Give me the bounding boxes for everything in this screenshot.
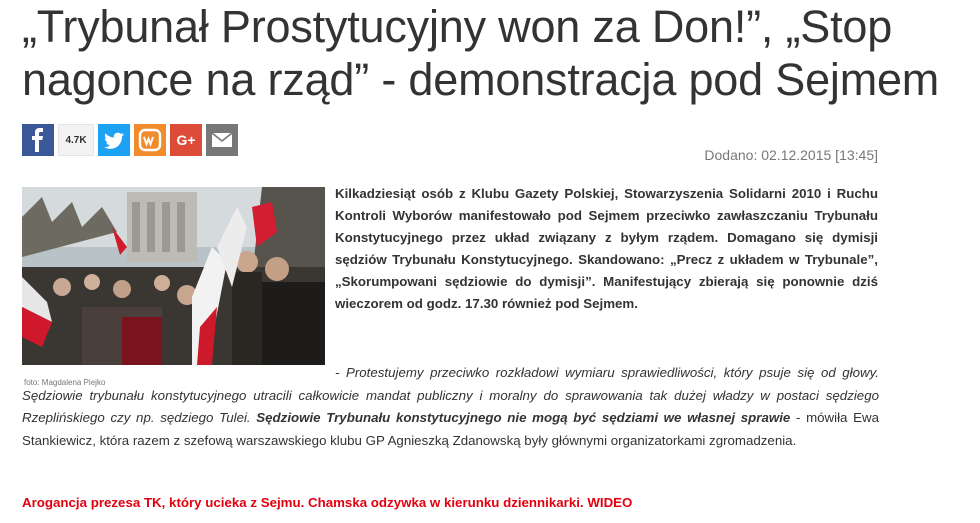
wykop-icon xyxy=(134,124,166,156)
photo-caption: foto: Magdalena Piejko xyxy=(24,378,106,387)
twitter-share-button[interactable] xyxy=(98,124,130,156)
article-title: „Trybunał Prostytucyjny won za Don!”, „Stop nagonce na rząd” - demonstracja pod Sejmem xyxy=(22,1,940,105)
mail-share-button[interactable] xyxy=(206,124,238,156)
quote-rest: - mówiła Ewa Stankiewicz, która razem z szefową warszawskiego klubu GP Agnieszką Zdanowską były głównymi organizatorkami zgromadzenia. xyxy=(22,410,879,448)
twitter-icon xyxy=(98,124,130,156)
share-bar xyxy=(22,124,238,156)
facebook-icon xyxy=(22,124,54,156)
photo-wrap-spacer xyxy=(22,362,335,384)
share-count: 4.7K xyxy=(58,124,94,156)
wykop-share-button[interactable] xyxy=(134,124,166,156)
quote-bold: Sędziowie Trybunału konstytucyjnego nie mogą być sędziami we własnej sprawie xyxy=(256,410,791,426)
article-quote xyxy=(22,362,879,452)
gplus-icon: G+ xyxy=(176,132,196,148)
article-photo[interactable] xyxy=(22,187,325,365)
mail-icon xyxy=(206,124,238,156)
demonstration-photo-image xyxy=(22,187,325,365)
article-lead: Kilkadziesiąt osób z Klubu Gazety Polskiej, Stowarzyszenia Solidarni 2010 i Ruchu Kontroli Wyborów manifestowało pod Sejmem przeciwko zawłaszczaniu Trybunału Konstytucyjnego przez układ związany z byłym rządem. Domagano się dymisji sędziów Trybunału Konstytucyjnego. Skandowano: „Precz z układem w Trybunale”, „Skorumpowani sędziowie do dymisji”. Manifestujący zbierają się ponownie dziś wieczorem od godz. 17.30 również pod Sejmem. xyxy=(335,186,878,311)
facebook-share-button[interactable] xyxy=(22,124,54,156)
quote-italic: - Protestujemy przeciwko rozkładowi wymiaru sprawiedliwości, który psuje się od głowy. Sędziowie trybunału konstytucyjnego utracili całkowicie mandat publiczny i moralny do sprawowania tak dużej władzy w postaci sędziego Rzeplińskiego czy np. sędziego Tulei. xyxy=(22,365,879,426)
related-article-link[interactable]: Arogancja prezesa TK, który ucieka z Sejmu. Chamska odzywka w kierunku dziennikarki. WIDEO xyxy=(22,495,633,510)
gplus-share-button[interactable] xyxy=(170,124,202,156)
publish-date: Dodano: 02.12.2015 [13:45] xyxy=(704,147,878,163)
